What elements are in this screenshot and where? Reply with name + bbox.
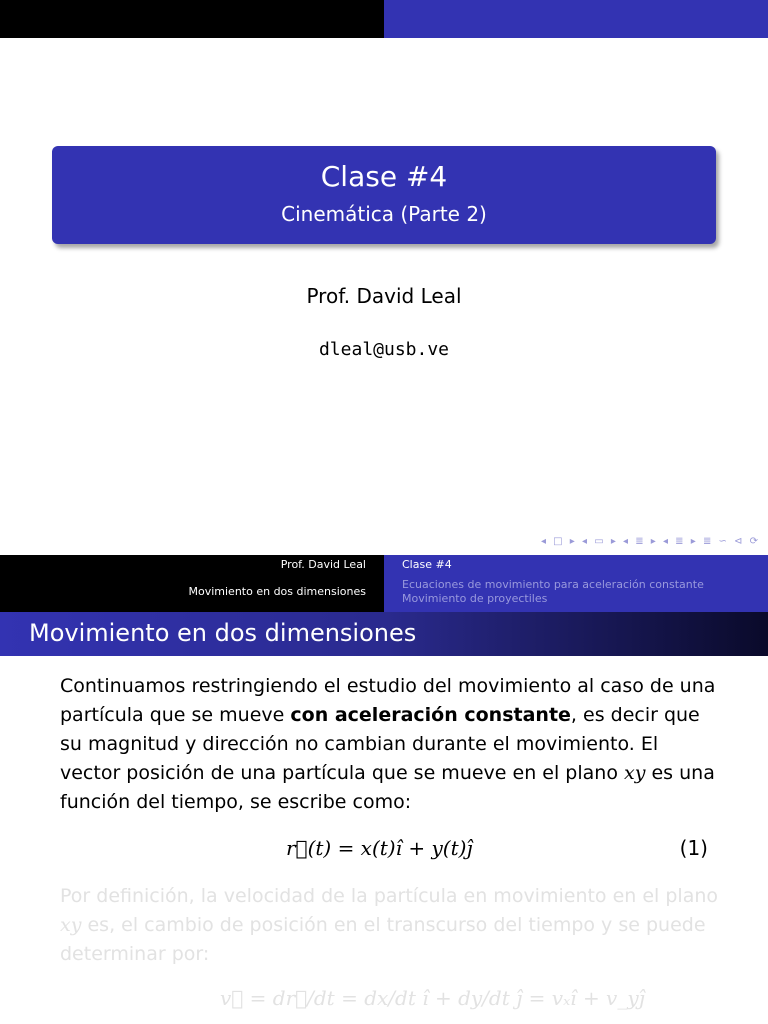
para1-text-b: , es decir que su magnitud y dirección no cambian durante el movimiento. El vector posición de una partícula que se mueve en el plano (60, 704, 700, 784)
header-section[interactable]: Movimiento en dos dimensiones (188, 585, 366, 598)
author-name: Prof. David Leal (306, 284, 462, 308)
para2-text-b: es, el cambio de posición en el transcurso del tiempo y se puede determinar por: (60, 914, 706, 965)
para1-xy: xy (624, 762, 646, 784)
title-block (52, 146, 716, 244)
top-bar-left (0, 0, 384, 38)
header-subsection-1[interactable]: Ecuaciones de movimiento para aceleración constante (402, 578, 704, 591)
slide-subtitle: Cinemática (Parte 2) (281, 202, 487, 226)
slide-title: Clase #4 (320, 160, 448, 193)
header-author[interactable]: Prof. David Leal (280, 558, 366, 571)
equation-1: r⃗(t) = x(t)î + y(t)ĵ (286, 836, 473, 860)
para2-text-a: Por definición, la velocidad de la partícula en movimiento en el plano (60, 885, 719, 907)
equation-1-number: (1) (679, 836, 708, 860)
author-email: dleal@usb.ve (318, 339, 450, 360)
slide1-top-bar (0, 0, 768, 38)
frame-title-bar (0, 612, 768, 656)
para1-text-a: Continuamos restringiendo el estudio del movimiento al caso de una partícula que se mueve (60, 675, 716, 726)
header-left (0, 555, 384, 612)
paragraph-2 (60, 882, 720, 969)
frame-title: Movimiento en dos dimensiones (29, 619, 417, 647)
para1-text-c: es una función del tiempo, se escribe como: (60, 762, 715, 813)
slide2-header (0, 555, 768, 612)
navigation-symbols[interactable]: ◂ □ ▸ ◂ ▭ ▸ ◂ ≣ ▸ ◂ ≣ ▸ ≣ ∽ ⊲ ⟳ (540, 536, 760, 547)
paragraph-1 (60, 672, 720, 817)
para1-bold: con aceleración constante (290, 704, 571, 726)
equation-2: v⃗ = dr⃗/dt = dx/dt î + dy/dt ĵ = vₓî + v_yĵ (220, 986, 645, 1010)
top-bar-right (384, 0, 768, 38)
para2-xy: xy (60, 914, 82, 936)
header-title[interactable]: Clase #4 (402, 558, 452, 571)
header-subsection-2[interactable]: Movimiento de proyectiles (402, 592, 548, 605)
header-right (384, 555, 768, 612)
